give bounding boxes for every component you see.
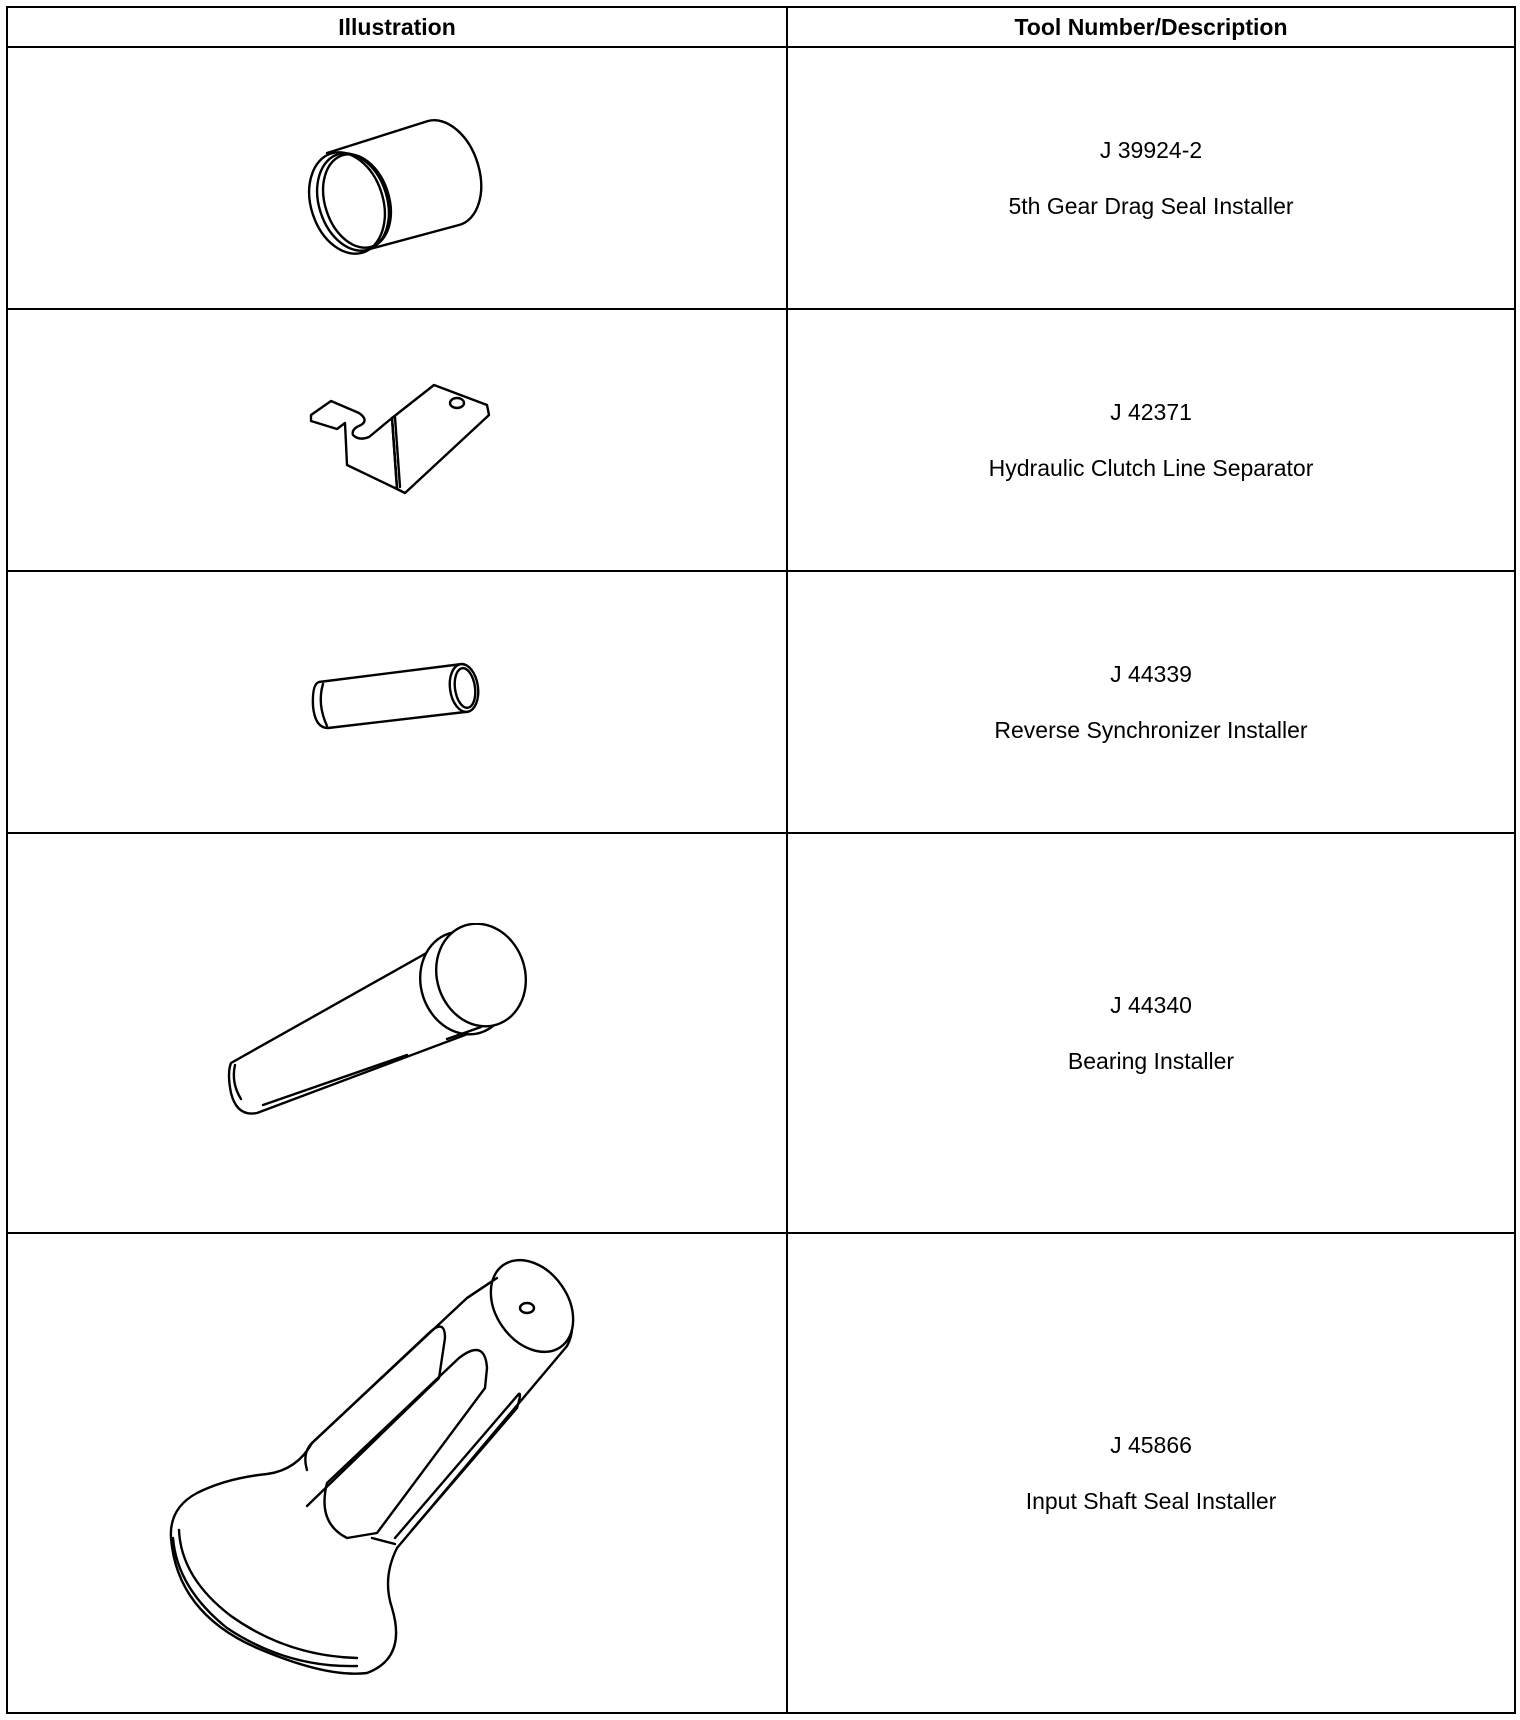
description-cell (787, 833, 1515, 1233)
table-row (7, 47, 1515, 309)
header-tool-number-description: Tool Number/Description (787, 7, 1515, 47)
input-shaft-seal-installer-icon (167, 1238, 627, 1708)
special-tools-table (6, 6, 1516, 1714)
tool-description: Hydraulic Clutch Line Separator (988, 455, 1314, 481)
table-row (7, 571, 1515, 833)
description-cell (787, 1233, 1515, 1713)
table-row (7, 309, 1515, 571)
illustration-cell (7, 833, 787, 1233)
tool-number: J 44340 (1110, 992, 1192, 1018)
illustration-cell (7, 571, 787, 833)
clutch-line-separator-bracket-icon (297, 375, 497, 505)
description-cell (787, 571, 1515, 833)
description-cell (787, 47, 1515, 309)
bearing-installer-icon (217, 923, 577, 1143)
illustration-cell (7, 309, 787, 571)
illustration-cell (7, 1233, 787, 1713)
illustration-cell (7, 47, 787, 309)
tool-number: J 45866 (1110, 1432, 1192, 1458)
description-cell (787, 309, 1515, 571)
tool-number: J 42371 (1110, 399, 1192, 425)
seal-installer-cylinder-icon (297, 93, 497, 263)
tool-description: Input Shaft Seal Installer (1025, 1488, 1277, 1514)
table-row (7, 833, 1515, 1233)
tool-description: Bearing Installer (1067, 1048, 1235, 1074)
tool-number: J 39924-2 (1099, 137, 1203, 163)
table-row (7, 1233, 1515, 1713)
tool-description: 5th Gear Drag Seal Installer (1008, 193, 1294, 219)
tool-number: J 44339 (1110, 661, 1192, 687)
header-illustration: Illustration (7, 7, 787, 47)
tool-description: Reverse Synchronizer Installer (994, 717, 1308, 743)
header-row (7, 7, 1515, 47)
synchronizer-installer-tube-icon (297, 652, 497, 752)
